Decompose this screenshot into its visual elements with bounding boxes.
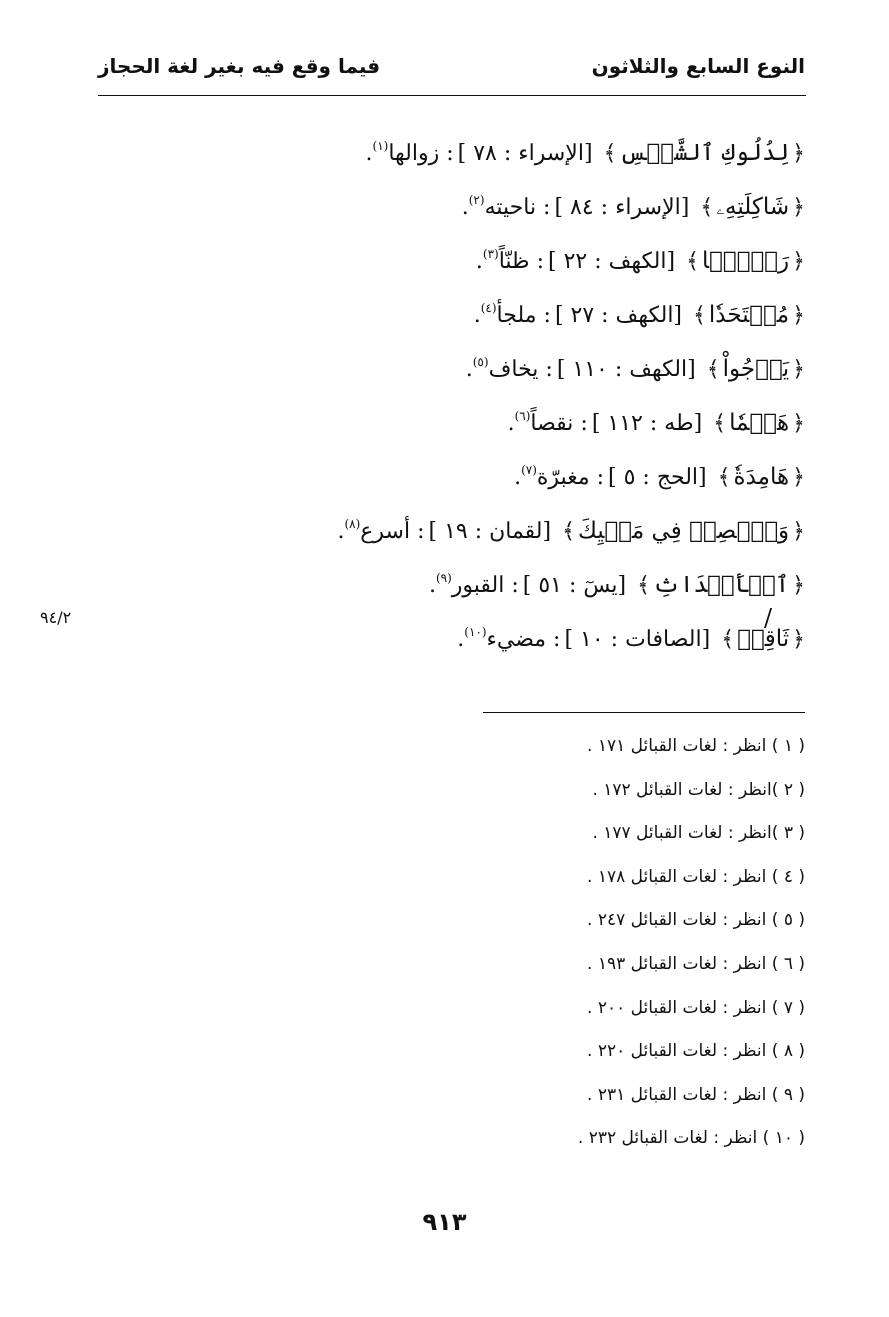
footnote-marker: (٨) [344, 517, 361, 531]
quranic-word: مُلۡتَحَدٗا [708, 302, 790, 328]
verse-reference: [الكهف : ٢٢ ] [547, 249, 676, 274]
ornate-bracket-open: ﴿ [792, 519, 805, 544]
footnote: ( ١٠ ) انظر : لغات القبائل ٢٣٢ . [577, 1128, 805, 1149]
footnote: ( ٨ ) انظر : لغات القبائل ٢٢٠ . [587, 1041, 805, 1062]
ornate-bracket-close: ﴾ [721, 627, 735, 652]
word-meaning: : يخاف [488, 357, 553, 382]
verse-reference: [الصافات : ١٠ ] [564, 627, 711, 652]
footnote-marker: (٢) [468, 193, 485, 207]
quranic-word: ٱلۡأَجۡدَاثِ [653, 572, 790, 598]
footnote: ( ٥ ) انظر : لغات القبائل ٢٤٧ . [587, 910, 805, 931]
footnote: ( ٤ ) انظر : لغات القبائل ١٧٨ . [587, 866, 805, 887]
footnote: ( ٢ )انظر : لغات القبائل ١٧٢ . [592, 779, 805, 800]
glossary-entry [245, 394, 805, 448]
footnote-marker: (٥) [472, 355, 489, 369]
ornate-bracket-open: ﴿ [792, 573, 805, 598]
word-meaning: : القبور [451, 573, 519, 598]
period: . [457, 627, 465, 652]
glossary-entry [245, 232, 805, 286]
ornate-bracket-open: ﴿ [792, 357, 805, 382]
footnote: ( ٧ ) انظر : لغات القبائل ٢٠٠ . [587, 997, 805, 1018]
header-divider [98, 95, 806, 96]
period: . [365, 141, 373, 166]
ornate-bracket-open: ﴿ [792, 627, 805, 652]
footnote-marker: (٦) [514, 409, 531, 423]
verse-reference: [الإسراء : ٧٨ ] [457, 141, 593, 166]
verse-reference: [الإسراء : ٨٤ ] [554, 195, 690, 220]
period: . [507, 411, 515, 436]
footnote-divider [483, 712, 805, 713]
quranic-word: يَرۡجُواْ [722, 356, 790, 382]
quranic-word: هَضۡمٗا [729, 410, 790, 436]
period: . [475, 249, 483, 274]
period: . [465, 357, 473, 382]
glossary-entry [245, 448, 805, 502]
word-meaning: : ناحيته [484, 195, 551, 220]
verse-reference: [الحج : ٥ ] [608, 465, 707, 490]
period: . [514, 465, 522, 490]
quranic-word: وَٱقۡصِدۡ فِي مَشۡيِكَ [578, 518, 790, 544]
verse-reference: [لقمان : ١٩ ] [428, 519, 552, 544]
glossary-entry [245, 178, 805, 232]
ornate-bracket-close: ﴾ [693, 303, 706, 328]
period: . [461, 195, 469, 220]
verse-reference: [الكهف : ١١٠ ] [556, 357, 696, 382]
ornate-bracket-close: ﴾ [686, 249, 699, 274]
chapter-title: النوع السابع والثلاثون [591, 54, 805, 78]
page-number: ٩١٣ [422, 1208, 467, 1236]
word-meaning: : مضيء [486, 627, 561, 652]
ornate-bracket-close: ﴾ [700, 195, 714, 220]
period: . [337, 519, 345, 544]
glossary-entries [245, 124, 805, 664]
word-meaning: : أسرع [360, 519, 425, 544]
ornate-bracket-open: ﴿ [792, 411, 805, 436]
glossary-entry [245, 556, 805, 610]
quranic-word: شَاكِلَتِهِۦ [716, 194, 790, 220]
ornate-bracket-open: ﴿ [792, 141, 805, 166]
glossary-entry [245, 340, 805, 394]
word-meaning: : ظنّاً [498, 249, 544, 274]
verse-reference: [الكهف : ٢٧ ] [554, 303, 683, 328]
ornate-bracket-open: ﴿ [792, 195, 805, 220]
word-meaning: : نقصاً [530, 411, 588, 436]
footnote: ( ١ ) انظر : لغات القبائل ١٧١ . [587, 736, 805, 756]
glossary-entry [245, 286, 805, 340]
footnote-marker: (٣) [482, 247, 499, 261]
ornate-bracket-close: ﴾ [717, 465, 731, 490]
period: . [473, 303, 481, 328]
footnote-marker: (١) [372, 139, 389, 153]
footnote: ( ٩ ) انظر : لغات القبائل ٢٣١ . [587, 1084, 805, 1105]
quranic-word: لِدُلُوكِ ٱلشَّمۡسِ [619, 140, 790, 166]
glossary-entry [245, 610, 805, 664]
ornate-bracket-close: ﴾ [637, 573, 651, 598]
footnote: ( ٦ ) انظر : لغات القبائل ١٩٣ . [587, 953, 805, 974]
ornate-bracket-open: ﴿ [792, 249, 805, 274]
verse-reference: [يسٓ : ٥١ ] [522, 573, 627, 598]
quranic-word: رَجۡمَۢا [701, 248, 790, 274]
footnote-marker: (٩) [435, 571, 452, 585]
ornate-bracket-open: ﴿ [792, 465, 805, 490]
word-meaning: : زوالها [388, 141, 454, 166]
manuscript-folio-marker: / [764, 604, 773, 632]
ornate-bracket-close: ﴾ [603, 141, 617, 166]
footnotes [385, 728, 805, 1164]
footnote-marker: (٧) [521, 463, 537, 477]
footnote-marker: (١٠) [464, 625, 487, 639]
period: . [428, 573, 436, 598]
quranic-word: ثَاقِبٞ [737, 626, 790, 652]
ornate-bracket-close: ﴾ [562, 519, 575, 544]
footnote: ( ٣ )انظر : لغات القبائل ١٧٧ . [592, 823, 805, 844]
margin-folio-reference: ٩٤/٢ [40, 608, 72, 627]
section-title: فيما وقع فيه بغير لغة الحجاز [98, 54, 381, 78]
verse-reference: [طه : ١١٢ ] [591, 411, 703, 436]
glossary-entry [245, 124, 805, 178]
ornate-bracket-close: ﴾ [706, 357, 720, 382]
ornate-bracket-close: ﴾ [713, 411, 727, 436]
footnote-marker: (٤) [480, 301, 497, 315]
quranic-word: هَامِدَةٗ [733, 464, 790, 490]
word-meaning: : ملجأ [496, 303, 551, 328]
ornate-bracket-open: ﴿ [792, 303, 805, 328]
word-meaning: : مغبرّة [536, 465, 605, 490]
glossary-entry [245, 502, 805, 556]
